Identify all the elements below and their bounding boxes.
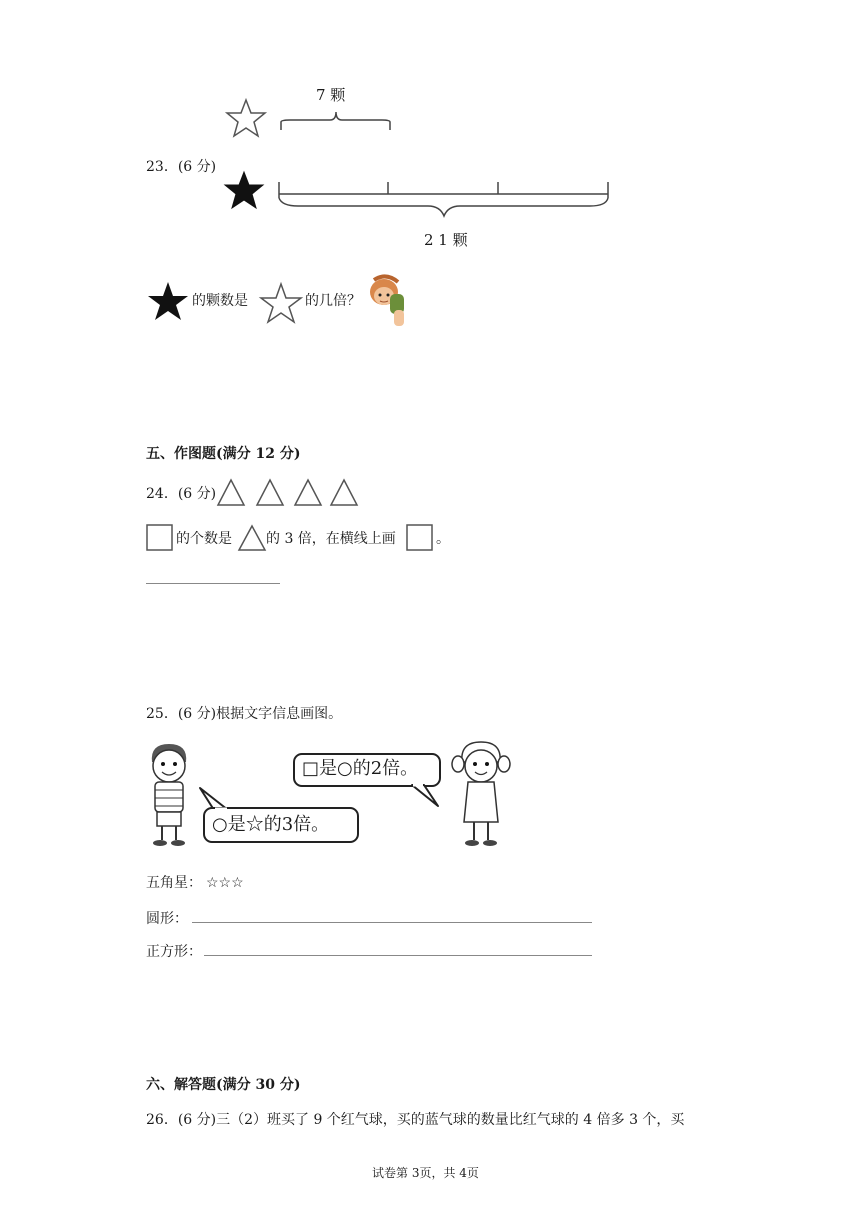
boy-speech-bubble [198,786,362,846]
question-25-number: 25．(6 分)根据文字信息画图。 [146,706,343,722]
square-answer-line[interactable] [204,955,592,956]
triangle-icon [295,480,321,505]
star-label: 五角星： [146,875,202,891]
square-icon [146,524,174,552]
square-inline-icon [406,524,434,552]
girl-speech-text: □是○的2倍。 [302,758,419,779]
label-7-stars: 7 颗 [316,86,346,104]
answer-line-24[interactable] [146,583,280,584]
square-label: 正方形： [146,944,202,960]
question-23-text-2: 的几倍？ [305,293,361,309]
brace-7 [280,110,392,132]
triangles-row [216,478,361,508]
section-6-title: 六、解答题(满分 30 分) [146,1077,301,1093]
thinking-child-image [364,274,414,330]
label-21-stars: 2 1 颗 [424,231,468,249]
star-value: ☆☆☆ [206,875,244,891]
question-24-number: 24．(6 分) [146,486,217,502]
triangle-icon [257,480,283,505]
boy-speech-text: ○是☆的3倍。 [212,814,330,835]
triangle-icon [218,480,244,505]
brace-21 [278,180,610,220]
boy-image [144,742,194,848]
girl-image [452,740,510,850]
triangle-inline-icon [238,524,266,552]
page-footer: 试卷第 3页，共 4页 [372,1166,479,1180]
section-5-title: 五、作图题(满分 12 分) [146,446,301,462]
question-24-text-3: 。 [436,531,450,547]
outline-star-icon [224,98,268,138]
circle-answer-line[interactable] [192,922,592,923]
question-23-number: 23．(6 分) [146,159,217,175]
outline-star-small-icon [259,282,303,324]
solid-star-small-icon [146,280,190,322]
question-24-text-2: 的 3 倍，在横线上画 [266,531,396,547]
triangle-icon [331,480,357,505]
circle-label: 圆形： [146,911,188,927]
question-24-text-1: 的个数是 [176,531,232,547]
solid-star-icon [222,170,266,210]
question-26-text: 26．(6 分)三（2）班买了 9 个红气球，买的蓝气球的数量比红气球的 4 倍多 3 个，买 [146,1112,685,1128]
question-23-text-1: 的颗数是 [192,293,248,309]
